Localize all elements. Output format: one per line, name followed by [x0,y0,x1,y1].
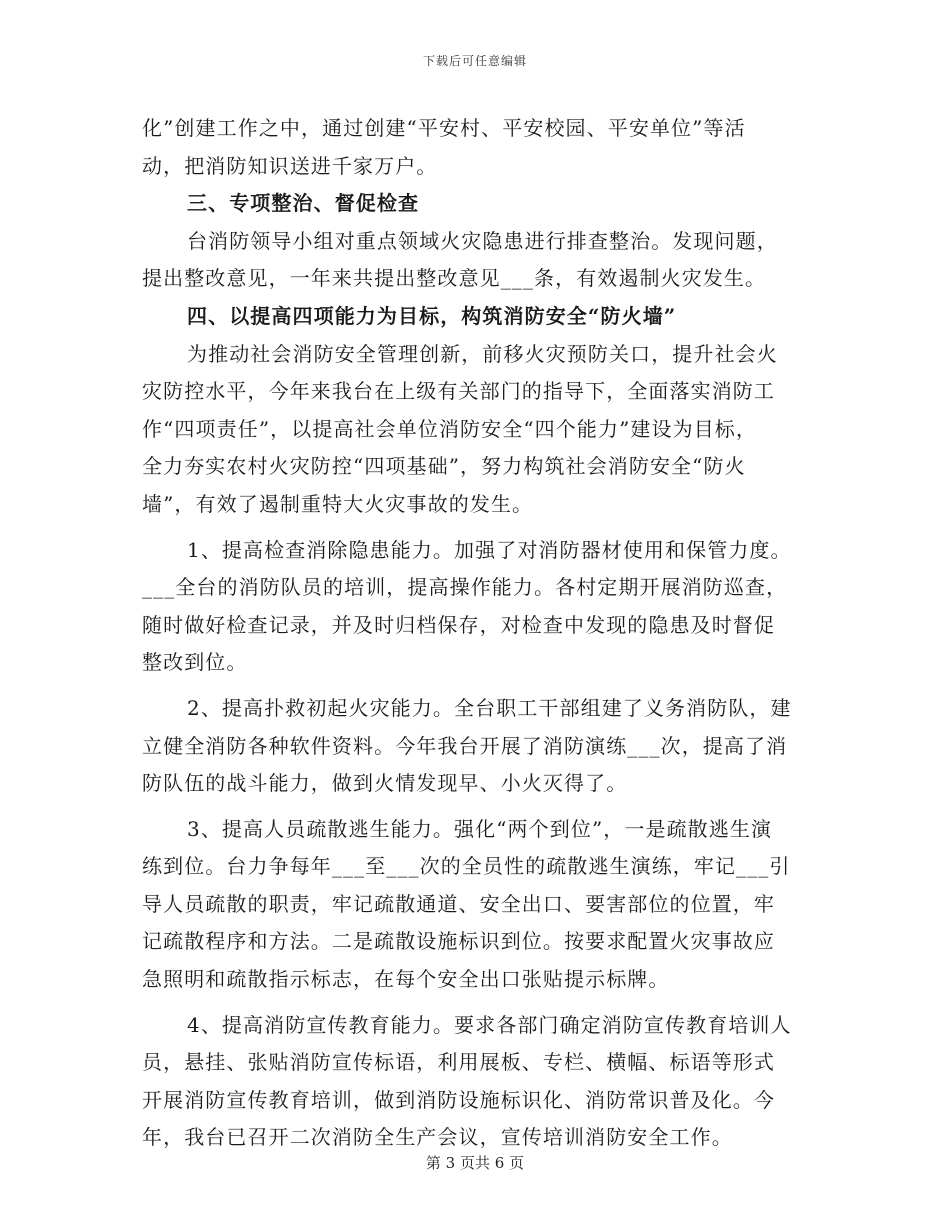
text-line: 为推动社会消防安全管理创新，前移火灾预防关口，提升社会火 [187,341,778,366]
section-heading: 四、以提高四项能力为目标，构筑消防安全“防火墙” [187,303,677,328]
document-body [142,110,810,1157]
text-line: 开展消防宣传教育培训，做到消防设施标识化、消防常识普及化。今 [142,1087,775,1112]
text-line: 年，我台已召开二次消防全生产会议，宣传培训消防安全工作。 [142,1125,733,1150]
text-line: 4、提高消防宣传教育能力。要求各部门确定消防宣传教育培训人 [187,1012,792,1037]
text-line: 急照明和疏散指示标志，在每个安全出口张贴提示标牌。 [142,967,670,992]
text-line: 台消防领导小组对重点领域火灾隐患进行排查整治。发现问题， [187,228,778,253]
text-line: 立健全消防各种软件资料。今年我台开展了消防演练___次，提高了消 [142,733,788,758]
text-line: 1、提高检查消除隐患能力。加强了对消防器材使用和保管力度。 [187,537,792,562]
text-line: 导人员疏散的职责，牢记疏散通道、安全出口、要害部位的位置，牢 [142,891,775,916]
text-line: 提出整改意见，一年来共提出整改意见___条，有效遏制火灾发生。 [142,266,767,291]
section-heading: 三、专项整治、督促检查 [187,191,420,216]
text-line: 员，悬挂、张贴消防宣传标语，利用展板、专栏、横幅、标语等形式 [142,1050,775,1075]
text-line: 动，把消防知识送进千家万户。 [142,153,438,178]
text-line: 记疏散程序和方法。二是疏散设施标识到位。按要求配置火灾事故应 [142,929,775,954]
text-line: ___全台的消防队员的培训，提高操作能力。各村定期开展消防巡查， [142,575,788,600]
page-footer: 第 3 页共 6 页 [425,1154,525,1172]
text-line: 防队伍的战斗能力，做到火情发现早、小火灭得了。 [142,771,628,796]
text-line: 墙”，有效了遏制重特大火灾事故的发生。 [142,491,534,516]
text-line: 整改到位。 [142,650,248,675]
text-line: 全力夯实农村火灾防控“四项基础”，努力构筑社会消防安全“防火 [142,454,746,479]
text-line: 随时做好检查记录，并及时归档保存，对检查中发现的隐患及时督促 [142,612,775,637]
text-line: 练到位。台力争每年___至___次的全员性的疏散逃生演练，牢记___引 [142,854,791,879]
header-note: 下载后可任意编辑 [422,54,527,68]
text-line: 2、提高扑救初起火灾能力。全台职工干部组建了义务消防队，建 [187,695,792,720]
text-line: 灾防控水平，今年来我台在上级有关部门的指导下，全面落实消防工 [142,379,775,404]
text-line: 作“四项责任”，以提高社会单位消防安全“四个能力”建设为目标， [142,416,757,441]
text-line: 3、提高人员疏散逃生能力。强化“两个到位”，一是疏散逃生演 [187,816,773,841]
text-line: 化”创建工作之中，通过创建“平安村、平安校园、平安单位”等活 [142,116,746,140]
